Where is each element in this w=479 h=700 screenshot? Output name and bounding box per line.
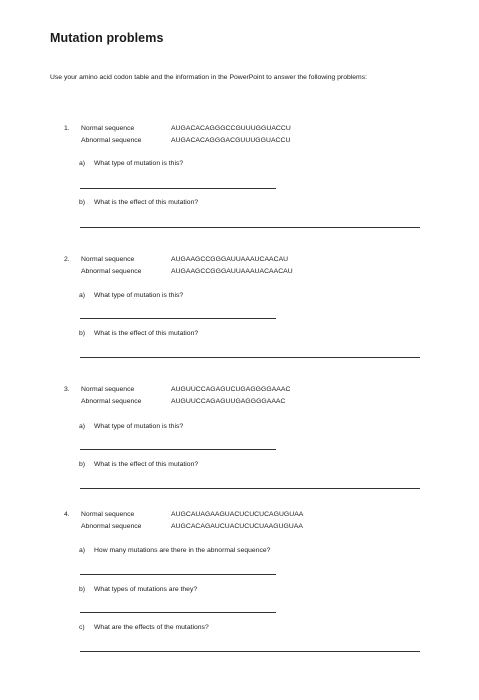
question-letter: a) xyxy=(79,292,86,299)
question-letter: b) xyxy=(79,586,86,593)
answer-line-b[interactable] xyxy=(80,488,420,489)
question-text: What types of mutations are they? xyxy=(94,586,198,593)
page-title: Mutation problems xyxy=(50,31,164,45)
normal-sequence-label: Normal sequence xyxy=(81,386,135,393)
question-text: How many mutations are there in the abnormal sequence? xyxy=(94,547,271,554)
question-letter: a) xyxy=(79,547,86,554)
abnormal-sequence-label: Abnormal sequence xyxy=(81,268,142,275)
problem-number: 4. xyxy=(64,511,70,518)
normal-sequence-label: Normal sequence xyxy=(81,511,135,518)
answer-line-a[interactable] xyxy=(80,188,276,189)
problem-number: 2. xyxy=(64,256,70,263)
abnormal-sequence-value: AUGAAGCCGGGAUUAAAUACAACAU xyxy=(171,268,293,275)
question-text: What is the effect of this mutation? xyxy=(94,199,199,206)
normal-sequence-value: AUGACACAGGGCCGUUUGGUACCU xyxy=(171,125,291,132)
question-text: What is the effect of this mutation? xyxy=(94,330,199,337)
question-text: What is the effect of this mutation? xyxy=(94,461,199,468)
answer-line-b[interactable] xyxy=(80,227,420,228)
answer-line-b[interactable] xyxy=(80,612,276,613)
question-letter: a) xyxy=(79,423,86,430)
answer-line-a[interactable] xyxy=(80,574,276,575)
question-letter: b) xyxy=(79,330,86,337)
normal-sequence-label: Normal sequence xyxy=(81,125,135,132)
normal-sequence-value: AUGCAUAGAAGUACUCUCUCAGUGUAA xyxy=(171,511,304,518)
question-b xyxy=(79,199,198,206)
answer-line-c[interactable] xyxy=(80,651,420,652)
question-b xyxy=(79,461,198,468)
problem-number: 3. xyxy=(64,386,70,393)
normal-sequence-value: AUGUUCCAGAGUCUGAGGGGAAAC xyxy=(171,386,291,393)
instructions: Use your amino acid codon table and the information in the PowerPoint to answer the following problems: xyxy=(50,74,367,81)
answer-line-b[interactable] xyxy=(80,357,420,358)
abnormal-sequence-label: Abnormal sequence xyxy=(81,398,142,405)
question-a xyxy=(79,160,183,167)
normal-sequence-value: AUGAAGCCGGGAUUAAAUCAACAU xyxy=(171,256,289,263)
question-a xyxy=(79,547,270,554)
abnormal-sequence-label: Abnormal sequence xyxy=(81,523,142,530)
question-text: What type of mutation is this? xyxy=(94,292,184,299)
question-a xyxy=(79,292,183,299)
question-b xyxy=(79,586,197,593)
abnormal-sequence-value: AUGCACAGAUCUACUCUCUAAGUGUAA xyxy=(171,523,304,530)
problem-number: 1. xyxy=(64,125,70,132)
abnormal-sequence-label: Abnormal sequence xyxy=(81,137,142,144)
question-text: What are the effects of the mutations? xyxy=(94,624,209,631)
normal-sequence-label: Normal sequence xyxy=(81,256,135,263)
abnormal-sequence-value: AUGUUCCAGAGUUGAGGGGAAAC xyxy=(171,398,286,405)
abnormal-sequence-value: AUGACACAGGGACGUUUGGUACCU xyxy=(171,137,291,144)
question-letter: b) xyxy=(79,461,86,468)
question-letter: b) xyxy=(79,199,86,206)
question-letter: c) xyxy=(79,624,85,631)
question-a xyxy=(79,423,183,430)
answer-line-a[interactable] xyxy=(80,449,276,450)
answer-line-a[interactable] xyxy=(80,318,276,319)
question-b xyxy=(79,330,198,337)
question-c xyxy=(79,624,209,631)
question-text: What type of mutation is this? xyxy=(94,423,184,430)
question-text: What type of mutation is this? xyxy=(94,160,184,167)
question-letter: a) xyxy=(79,160,86,167)
